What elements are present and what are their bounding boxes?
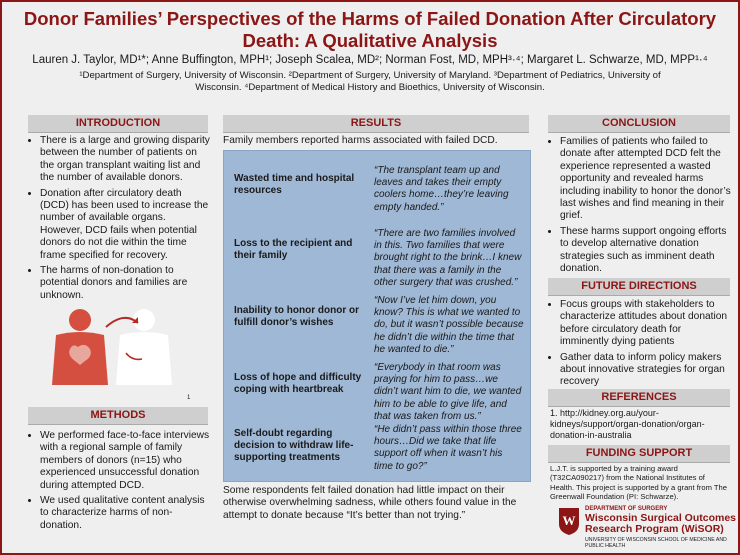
funding-text: L.J.T. is supported by a training award (T32CA090217) from the National Institutes of Health. This project is supported by a grant from The Greenwall Foundation (PI: Schwarze). xyxy=(550,464,727,502)
donor-recipient-figure xyxy=(42,307,192,402)
harm-label: Wasted time and hospital resources xyxy=(234,173,355,197)
future-directions-panel xyxy=(548,299,732,392)
wisor-logo xyxy=(557,504,737,550)
logo-name: Wisconsin Surgical Outcomes Research Program (WiSOR) xyxy=(585,512,737,535)
authors-line: Lauren J. Taylor, MD¹*; Anne Buffington, MPH¹; Joseph Scalea, MD²; Norman Fost, MD, MPH³·⁴; Margaret L. Schwarze, MD, MPP¹·⁴ xyxy=(32,54,708,66)
logo-dept: DEPARTMENT OF SURGERY xyxy=(585,506,668,512)
future-directions-header: FUTURE DIRECTIONS xyxy=(548,278,730,296)
introduction-panel xyxy=(28,135,210,305)
methods-bullet: • We performed face-to-face interviews with a regional sample of family members of donors (n=15) who experienced unsuccessful donation during attempted DCD. xyxy=(40,430,210,492)
figure-citation: 1 xyxy=(187,395,191,401)
conclusion-bullet: • Families of patients who failed to donate after attempted DCD felt the experience represented a wasted opportunity and revealed harms including inability to honor the donor’s last wishes and find meaning in their grief. xyxy=(560,136,732,223)
harm-quote: “Now I’ve let him down, you know? This is what we wanted to do, but it wasn’t possible because he didn’t die within the time that he wanted to die.” xyxy=(374,295,524,355)
results-intro: Family members reported harms associated with failed DCD. xyxy=(223,135,498,146)
poster-title: Donor Families’ Perspectives of the Harms of Failed Donation After Circulatory Death: A Qualitative Analysis xyxy=(23,8,717,51)
harm-label: Self-doubt regarding decision to withdraw life-supporting treatments xyxy=(234,428,354,464)
recipient-person-icon xyxy=(116,309,172,385)
conclusion-panel xyxy=(548,136,732,278)
svg-text:W: W xyxy=(562,513,576,528)
uw-crest-icon xyxy=(557,506,581,536)
intro-bullet: • There is a large and growing disparity between the number of patients on the organ transplant waiting list and the number of available donors. xyxy=(40,135,210,185)
affiliations: ¹Department of Surgery, University of Wisconsin. ²Department of Surgery, University of Maryland. ³Department of Pediatrics, University of Wisconsin. ⁴Department of Medical History and Bioethics, University of Wisconsin. xyxy=(79,70,661,93)
future-bullet: • Gather data to inform policy makers about innovative strategies for organ recovery xyxy=(560,352,732,389)
results-table xyxy=(223,150,531,482)
funding-header: FUNDING SUPPORT xyxy=(548,445,730,463)
methods-panel xyxy=(28,430,210,535)
results-header: RESULTS xyxy=(223,115,529,133)
harm-quote: “The transplant team up and leaves and takes their empty coolers home…they’re leaving empty handed.” xyxy=(374,165,509,213)
conclusion-header: CONCLUSION xyxy=(548,115,730,133)
results-outro: Some respondents felt failed donation had little impact on their otherwise overwhelming sadness, while others found value in the attempt to donate because “It’s better than not trying.” xyxy=(223,485,517,521)
harm-label: Loss of hope and difficulty coping with heartbreak xyxy=(234,372,362,396)
harm-quote: “He didn’t pass within those three hours…Did we take that life support off when it wasn’t his time to go?” xyxy=(374,424,522,472)
donor-person-icon xyxy=(52,309,108,385)
future-bullet: • Focus groups with stakeholders to characterize attitudes about donation before circulatory death for imminently dying patients xyxy=(560,299,732,349)
conclusion-bullet: • These harms support ongoing efforts to develop alternative donation strategies such as imminent death donation. xyxy=(560,226,732,276)
harm-quote: “Everybody in that room was praying for him to pass…we didn’t want him to die, we wanted him to be able to give life, and that was taken from us.” xyxy=(374,362,522,422)
methods-bullet: • We used qualitative content analysis to characterize harms of non-donation. xyxy=(40,495,210,532)
harm-label: Inability to honor donor or fulfill donor’s wishes xyxy=(234,305,359,329)
intro-bullet: • Donation after circulatory death (DCD) has been used to increase the number of available organs. However, DCD fails when potential donors do not die within the time frame specified for recovery. xyxy=(40,188,210,262)
harm-quote: “There are two families involved in this. Two families that were brought right to the brink…I knew that there was a family in the other surgery that was crushed.” xyxy=(374,228,522,288)
references-header: REFERENCES xyxy=(548,389,730,407)
introduction-header: INTRODUCTION xyxy=(28,115,208,133)
methods-header: METHODS xyxy=(28,407,208,425)
reference-link[interactable]: 1. http://kidney.org.au/your-kidneys/support/organ-donation/organ-donation-in-australia xyxy=(550,408,705,440)
intro-bullet: • The harms of non-donation to potential donors and families are unknown. xyxy=(40,265,210,302)
logo-univ: UNIVERSITY OF WISCONSIN SCHOOL OF MEDICINE AND PUBLIC HEALTH xyxy=(585,537,727,549)
harm-label: Loss to the recipient and their family xyxy=(234,238,353,262)
